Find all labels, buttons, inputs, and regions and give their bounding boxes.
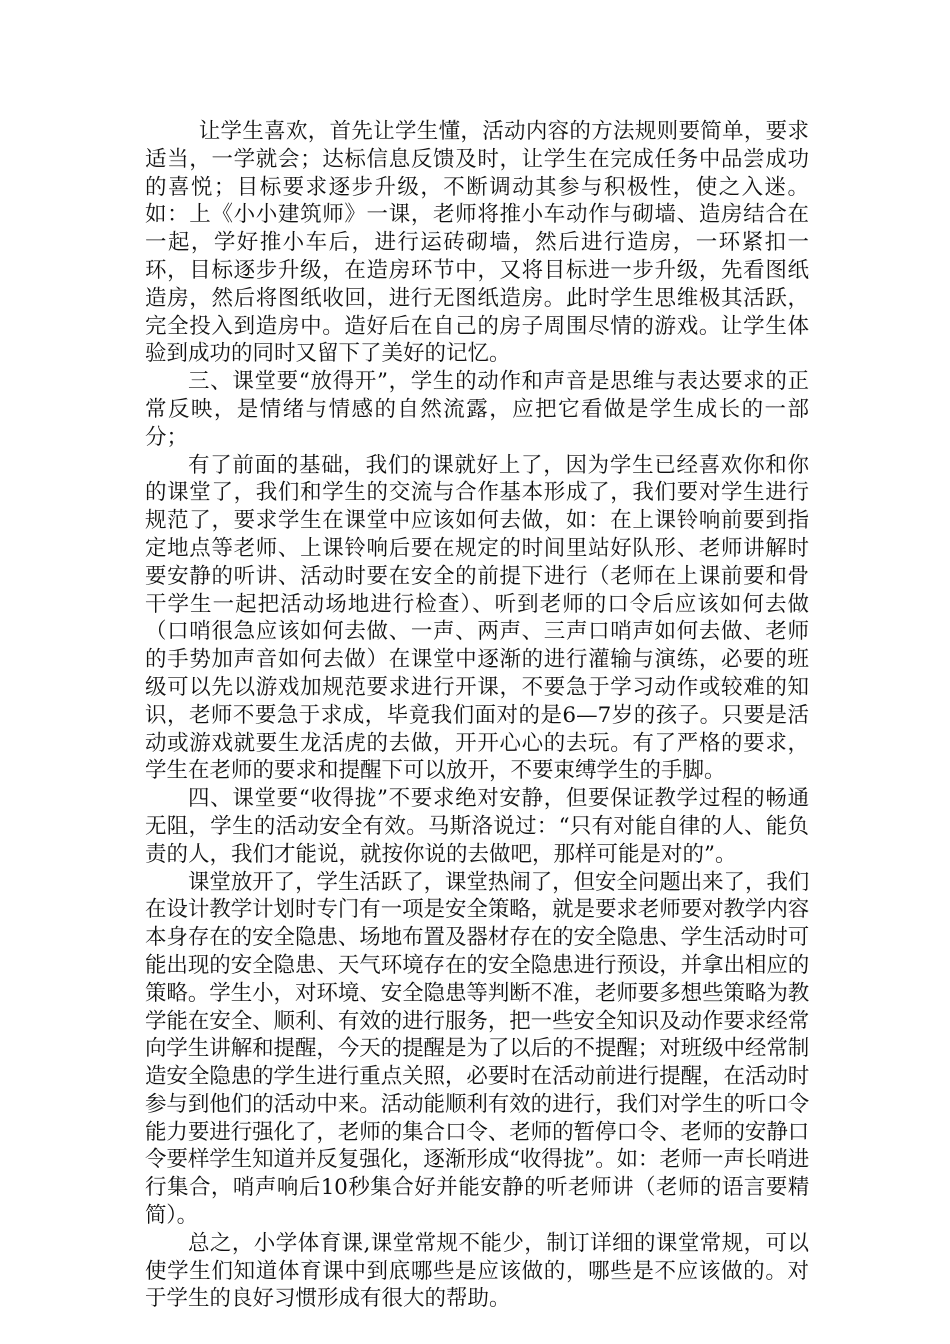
paragraph-section-three-body: 有了前面的基础，我们的课就好上了，因为学生已经喜欢你和你的课堂了，我们和学生的交流与合作基本形成了，我们要对学生进行规范了，要求学生在课堂中应该如何去做，如：在上课铃响前要到指定地点等老师、上课铃响后要在规定的时间里站好队形、老师讲解时要安静的听讲、活动时要在安全的前提下进行（老师在上课前要和骨干学生一起把活动场地进行检查）、听到老师的口令后应该如何去做（口哨很急应该如何去做、一声、两声、三声口哨声如何去做、老师的手势加声音如何去做）在课堂中逐渐的进行灌输与演练，必要的班级可以先以游戏加规范要求进行开课，不要急于学习动作或较难的知识，老师不要急于求成，毕竟我们面对的是6—7岁的孩子。只要是活动或游戏就要生龙活虎的去做，开开心心的去玩。有了严格的要求，学生在老师的要求和提醒下可以放开，不要束缚学生的手脚。 [145, 452, 809, 784]
paragraph-conclusion: 总之，小学体育课,课堂常规不能少，制订详细的课堂常规，可以使学生们知道体育课中到底哪些是应该做的，哪些是不应该做的。对于学生的良好习惯形成有很大的帮助。 [145, 1230, 809, 1312]
paragraph-intro: 让学生喜欢，首先让学生懂，活动内容的方法规则要简单，要求适当，一学就会；达标信息反馈及时，让学生在完成任务中品尝成功的喜悦；目标要求逐步升级，不断调动其参与积极性，使之入迷。如：上《小小建筑师》一课，老师将推小车动作与砌墙、造房结合在一起，学好推小车后，进行运砖砌墙，然后进行造房，一环紧扣一环，目标逐步升级，在造房环节中，又将目标进一步升级，先看图纸造房，然后将图纸收回，进行无图纸造房。此时学生思维极其活跃，完全投入到造房中。造好后在自己的房子周围尽情的游戏。让学生体验到成功的同时又留下了美好的记忆。 [145, 119, 809, 367]
paragraph-section-four: 四、课堂要“收得拢”不要求绝对安静，但要保证教学过程的畅通无阻，学生的活动安全有效。马斯洛说过：“只有对能自律的人、能负责的人，我们才能说，就按你说的去做吧，那样可能是对的”。 [145, 786, 809, 867]
document-body [145, 118, 809, 1313]
paragraph-section-four-body: 课堂放开了，学生活跃了，课堂热闹了，但安全问题出来了，我们在设计教学计划时专门有一项是安全策略，就是要求老师要对教学内容本身存在的安全隐患、场地布置及器材存在的安全隐患、学生活动时可能出现的安全隐患、天气环境存在的安全隐患进行预设，并拿出相应的策略。学生小，对环境、安全隐患等判断不准，老师要多想些策略为教学能在安全、顺利、有效的进行服务，把一些安全知识及动作要求经常向学生讲解和提醒，今天的提醒是为了以后的不提醒；对班级中经常制造安全隐患的学生进行重点关照，必要时在活动前进行提醒，在活动时参与到他们的活动中来。活动能顺利有效的进行，我们对学生的听口令能力要进行强化了，老师的集合口令、老师的暂停口令、老师的安静口令要样学生知道并反复强化，逐渐形成“收得拢”。如：老师一声长哨进行集合，哨声响后10秒集合好并能安静的听老师讲（老师的语言要精简）。 [145, 869, 809, 1229]
paragraph-section-three: 三、课堂要“放得开”，学生的动作和声音是思维与表达要求的正常反映，是情绪与情感的自然流露，应把它看做是学生成长的一部分； [145, 369, 809, 450]
